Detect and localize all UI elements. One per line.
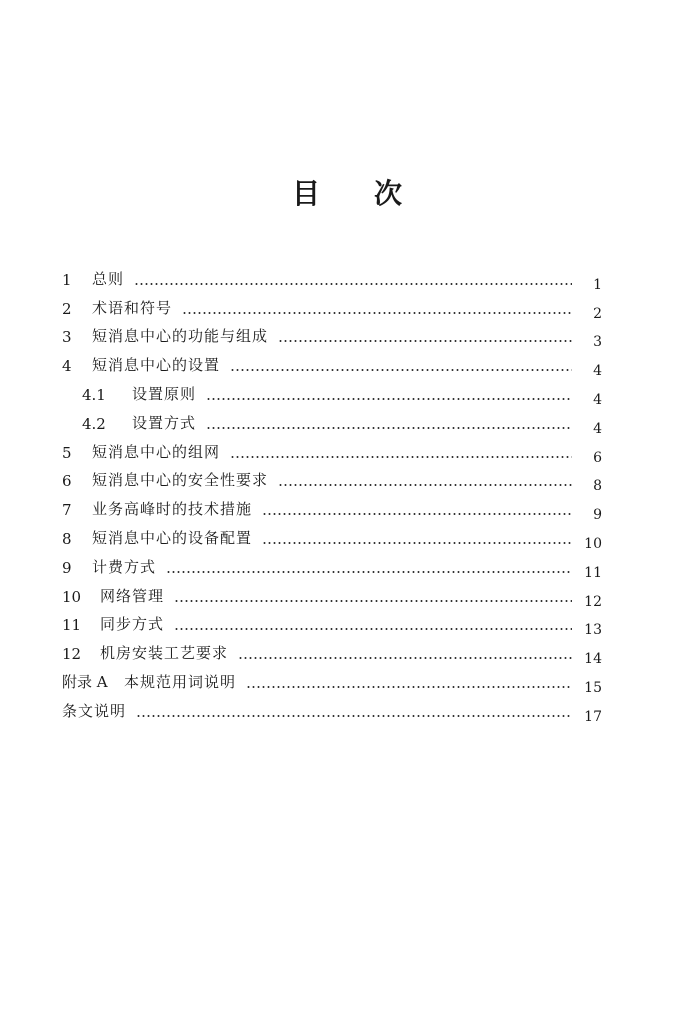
toc-leader-dots	[230, 456, 572, 458]
toc-entry-page: 4	[593, 420, 602, 437]
toc-entry-page: 3	[593, 334, 602, 351]
toc-entry	[62, 577, 602, 610]
toc-entry-page: 13	[584, 622, 602, 639]
toc-entry-label: 业务高峰时的技术措施	[92, 500, 253, 519]
toc-entry-label: 短消息中心的功能与组成	[92, 327, 269, 346]
toc-entry	[62, 606, 602, 639]
toc-entry-page: 14	[584, 651, 602, 668]
toc-leader-dots	[206, 398, 572, 400]
toc-entry-page: 17	[584, 708, 602, 725]
toc-entry-label: 总则	[92, 269, 125, 288]
toc-entry-label: 短消息中心的安全性要求	[92, 471, 269, 490]
toc-entry-page: 15	[584, 679, 602, 696]
table-of-contents	[62, 260, 602, 725]
toc-entry-label: 设置方式	[132, 413, 197, 432]
toc-leader-dots	[182, 312, 572, 314]
toc-leader-dots	[134, 283, 572, 285]
title-part-2: 次	[374, 177, 405, 210]
toc-entry-page: 6	[593, 449, 602, 466]
toc-leader-dots	[238, 657, 572, 659]
toc-entry	[62, 318, 602, 351]
title-part-1: 目	[291, 177, 322, 210]
toc-entry-label: 短消息中心的设置	[92, 356, 221, 375]
toc-entry-label: 条文说明	[62, 701, 127, 720]
toc-entry-number: 10	[62, 587, 82, 606]
toc-entry-label: 短消息中心的设备配置	[92, 528, 253, 547]
toc-entry-page: 8	[593, 478, 602, 495]
toc-entry-page: 12	[584, 593, 602, 610]
page-title	[0, 172, 696, 212]
toc-entry-number: 11	[62, 616, 82, 635]
toc-subentry	[62, 404, 602, 437]
toc-entry	[62, 346, 602, 380]
toc-entry-number: 12	[62, 645, 82, 664]
toc-leader-dots	[262, 513, 572, 515]
toc-entry-label: 计费方式	[92, 557, 157, 576]
toc-leader-dots	[136, 715, 572, 717]
toc-entry-number: 1	[62, 270, 72, 289]
toc-appendix-entry	[62, 663, 602, 696]
toc-entry-label: 本规范用词说明	[124, 672, 237, 691]
toc-entry-page: 2	[593, 305, 602, 322]
toc-entry	[62, 490, 602, 524]
toc-entry-page: 11	[584, 564, 602, 581]
toc-entry-page: 10	[584, 535, 602, 552]
toc-entry-number: 2	[62, 299, 72, 318]
toc-leader-dots	[246, 686, 572, 688]
toc-appendix-entry	[62, 692, 602, 725]
toc-entry-page: 1	[593, 276, 602, 293]
toc-entry-number: 5	[62, 443, 72, 462]
toc-entry-number: 8	[62, 529, 72, 548]
toc-entry-label: 术语和符号	[92, 298, 173, 317]
toc-entry-number: 4.1	[82, 385, 106, 404]
toc-leader-dots	[166, 571, 572, 573]
toc-entry	[62, 519, 602, 552]
toc-entry-number: 3	[62, 328, 72, 347]
toc-entry-number: 4	[62, 357, 72, 376]
toc-leader-dots	[174, 600, 572, 602]
toc-subentry	[62, 375, 602, 408]
toc-leader-dots	[206, 427, 572, 429]
toc-entry-number: 附录 A	[62, 672, 108, 691]
toc-leader-dots	[278, 340, 572, 342]
toc-entry-page: 9	[593, 507, 602, 524]
toc-entry-number: 7	[62, 501, 72, 520]
toc-entry-label: 同步方式	[100, 615, 165, 634]
toc-leader-dots	[230, 369, 572, 371]
toc-entry-label: 设置原则	[132, 384, 197, 403]
toc-entry	[62, 260, 602, 293]
toc-entry	[62, 462, 602, 495]
toc-entry-page: 4	[593, 391, 602, 408]
toc-entry	[62, 289, 602, 322]
toc-entry-number: 6	[62, 472, 72, 491]
toc-leader-dots	[278, 484, 572, 486]
toc-entry-page: 4	[593, 363, 602, 380]
toc-entry	[62, 548, 602, 581]
toc-entry-label: 机房安装工艺要求	[100, 644, 229, 663]
toc-entry-number: 9	[62, 558, 72, 577]
toc-leader-dots	[262, 542, 572, 544]
toc-entry-label: 网络管理	[100, 586, 165, 605]
toc-entry-label: 短消息中心的组网	[92, 442, 221, 461]
toc-leader-dots	[174, 628, 572, 630]
toc-entry	[62, 433, 602, 466]
toc-entry-number: 4.2	[82, 414, 106, 433]
toc-entry	[62, 634, 602, 668]
